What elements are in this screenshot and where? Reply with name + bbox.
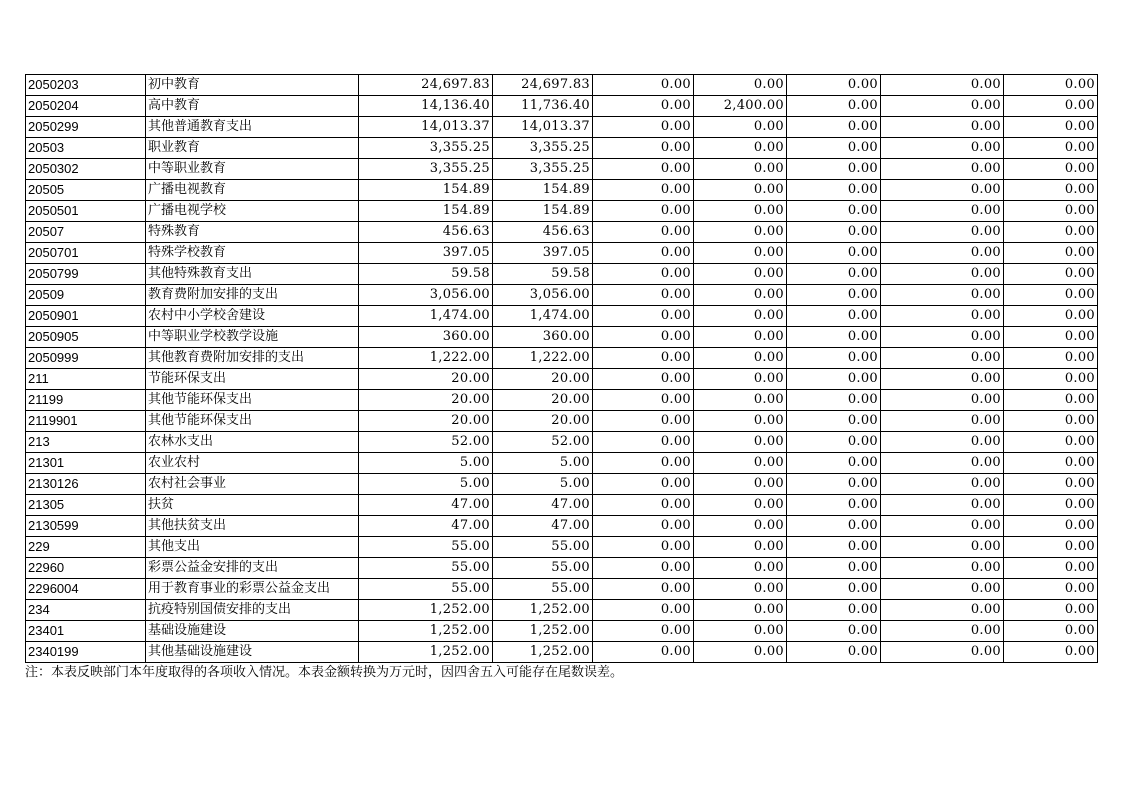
row-amount-cell: 0.00 <box>593 348 694 369</box>
row-amount-cell: 0.00 <box>1004 579 1098 600</box>
row-amount-cell: 0.00 <box>881 579 1004 600</box>
row-name-cell: 用于教育事业的彩票公益金支出 <box>146 579 359 600</box>
row-amount-cell: 47.00 <box>493 516 593 537</box>
table-row <box>26 453 1098 474</box>
row-amount-cell: 20.00 <box>359 390 493 411</box>
row-amount-cell: 0.00 <box>881 306 1004 327</box>
row-amount-cell: 0.00 <box>593 180 694 201</box>
row-amount-cell: 0.00 <box>694 495 787 516</box>
table-row <box>26 369 1098 390</box>
row-amount-cell: 0.00 <box>881 117 1004 138</box>
row-amount-cell: 47.00 <box>493 495 593 516</box>
row-amount-cell: 5.00 <box>359 453 493 474</box>
row-code-cell: 2050905 <box>26 327 146 348</box>
row-amount-cell: 0.00 <box>593 222 694 243</box>
row-code-cell: 2296004 <box>26 579 146 600</box>
row-code-cell: 2050302 <box>26 159 146 180</box>
row-code-cell: 22960 <box>26 558 146 579</box>
row-name-cell: 其他普通教育支出 <box>146 117 359 138</box>
row-amount-cell: 0.00 <box>694 159 787 180</box>
row-amount-cell: 0.00 <box>694 264 787 285</box>
row-amount-cell: 0.00 <box>593 138 694 159</box>
table-row <box>26 222 1098 243</box>
row-name-cell: 广播电视教育 <box>146 180 359 201</box>
row-amount-cell: 360.00 <box>359 327 493 348</box>
row-amount-cell: 0.00 <box>593 537 694 558</box>
row-amount-cell: 5.00 <box>493 474 593 495</box>
row-amount-cell: 0.00 <box>881 369 1004 390</box>
row-amount-cell: 2,400.00 <box>694 96 787 117</box>
row-amount-cell: 0.00 <box>787 432 881 453</box>
row-amount-cell: 3,355.25 <box>493 138 593 159</box>
row-amount-cell: 0.00 <box>1004 390 1098 411</box>
row-amount-cell: 0.00 <box>1004 369 1098 390</box>
row-amount-cell: 0.00 <box>1004 243 1098 264</box>
row-amount-cell: 0.00 <box>881 495 1004 516</box>
row-amount-cell: 20.00 <box>493 369 593 390</box>
row-amount-cell: 0.00 <box>1004 411 1098 432</box>
row-amount-cell: 0.00 <box>694 348 787 369</box>
row-amount-cell: 0.00 <box>593 327 694 348</box>
row-amount-cell: 20.00 <box>493 411 593 432</box>
row-amount-cell: 0.00 <box>694 306 787 327</box>
row-amount-cell: 0.00 <box>787 306 881 327</box>
row-amount-cell: 47.00 <box>359 516 493 537</box>
row-amount-cell: 0.00 <box>1004 516 1098 537</box>
table-row <box>26 264 1098 285</box>
row-amount-cell: 1,474.00 <box>493 306 593 327</box>
row-amount-cell: 0.00 <box>787 474 881 495</box>
row-amount-cell: 5.00 <box>493 453 593 474</box>
row-amount-cell: 0.00 <box>694 453 787 474</box>
row-amount-cell: 0.00 <box>593 117 694 138</box>
row-code-cell: 21301 <box>26 453 146 474</box>
table-row <box>26 558 1098 579</box>
row-amount-cell: 0.00 <box>593 474 694 495</box>
row-amount-cell: 55.00 <box>359 558 493 579</box>
row-code-cell: 229 <box>26 537 146 558</box>
row-amount-cell: 0.00 <box>593 642 694 663</box>
row-amount-cell: 3,056.00 <box>493 285 593 306</box>
table-body <box>26 75 1098 663</box>
table-row <box>26 327 1098 348</box>
row-amount-cell: 0.00 <box>1004 306 1098 327</box>
row-amount-cell: 0.00 <box>694 642 787 663</box>
row-amount-cell: 0.00 <box>787 600 881 621</box>
row-amount-cell: 20.00 <box>359 369 493 390</box>
row-name-cell: 农村社会事业 <box>146 474 359 495</box>
row-amount-cell: 14,136.40 <box>359 96 493 117</box>
row-amount-cell: 0.00 <box>1004 138 1098 159</box>
row-amount-cell: 0.00 <box>1004 474 1098 495</box>
row-code-cell: 2050901 <box>26 306 146 327</box>
table-row <box>26 138 1098 159</box>
table-row <box>26 390 1098 411</box>
table-row <box>26 201 1098 222</box>
table-row <box>26 495 1098 516</box>
row-name-cell: 扶贫 <box>146 495 359 516</box>
row-name-cell: 农村中小学校舍建设 <box>146 306 359 327</box>
row-amount-cell: 1,222.00 <box>493 348 593 369</box>
row-amount-cell: 0.00 <box>694 138 787 159</box>
row-amount-cell: 0.00 <box>1004 642 1098 663</box>
row-amount-cell: 0.00 <box>694 369 787 390</box>
row-amount-cell: 154.89 <box>493 180 593 201</box>
row-amount-cell: 0.00 <box>787 495 881 516</box>
row-code-cell: 20503 <box>26 138 146 159</box>
row-amount-cell: 1,252.00 <box>493 621 593 642</box>
row-amount-cell: 0.00 <box>881 642 1004 663</box>
row-amount-cell: 3,355.25 <box>359 138 493 159</box>
row-code-cell: 2050204 <box>26 96 146 117</box>
row-name-cell: 特殊教育 <box>146 222 359 243</box>
row-amount-cell: 0.00 <box>881 348 1004 369</box>
row-amount-cell: 0.00 <box>593 579 694 600</box>
row-name-cell: 其他支出 <box>146 537 359 558</box>
row-amount-cell: 360.00 <box>493 327 593 348</box>
row-amount-cell: 55.00 <box>359 579 493 600</box>
row-amount-cell: 55.00 <box>493 558 593 579</box>
row-amount-cell: 0.00 <box>694 243 787 264</box>
row-amount-cell: 0.00 <box>694 285 787 306</box>
row-amount-cell: 1,252.00 <box>493 600 593 621</box>
row-code-cell: 211 <box>26 369 146 390</box>
row-name-cell: 教育费附加安排的支出 <box>146 285 359 306</box>
row-code-cell: 2050799 <box>26 264 146 285</box>
row-amount-cell: 0.00 <box>593 621 694 642</box>
row-amount-cell: 0.00 <box>1004 558 1098 579</box>
row-amount-cell: 59.58 <box>359 264 493 285</box>
row-amount-cell: 456.63 <box>493 222 593 243</box>
row-amount-cell: 1,252.00 <box>493 642 593 663</box>
row-amount-cell: 0.00 <box>694 516 787 537</box>
table-row <box>26 579 1098 600</box>
row-amount-cell: 0.00 <box>694 432 787 453</box>
row-code-cell: 20507 <box>26 222 146 243</box>
row-amount-cell: 0.00 <box>694 201 787 222</box>
row-amount-cell: 55.00 <box>493 537 593 558</box>
row-amount-cell: 14,013.37 <box>359 117 493 138</box>
row-amount-cell: 0.00 <box>881 474 1004 495</box>
row-name-cell: 其他基础设施建设 <box>146 642 359 663</box>
row-amount-cell: 1,222.00 <box>359 348 493 369</box>
row-amount-cell: 0.00 <box>787 390 881 411</box>
row-amount-cell: 0.00 <box>593 243 694 264</box>
row-name-cell: 其他节能环保支出 <box>146 411 359 432</box>
row-amount-cell: 47.00 <box>359 495 493 516</box>
row-amount-cell: 0.00 <box>787 285 881 306</box>
row-amount-cell: 11,736.40 <box>493 96 593 117</box>
row-name-cell: 其他特殊教育支出 <box>146 264 359 285</box>
row-amount-cell: 0.00 <box>787 453 881 474</box>
row-amount-cell: 0.00 <box>694 558 787 579</box>
row-amount-cell: 55.00 <box>493 579 593 600</box>
row-amount-cell: 0.00 <box>593 495 694 516</box>
row-name-cell: 彩票公益金安排的支出 <box>146 558 359 579</box>
table-row <box>26 600 1098 621</box>
row-amount-cell: 0.00 <box>787 117 881 138</box>
row-amount-cell: 0.00 <box>787 159 881 180</box>
row-code-cell: 20509 <box>26 285 146 306</box>
row-amount-cell: 0.00 <box>787 642 881 663</box>
table-row <box>26 75 1098 96</box>
row-amount-cell: 0.00 <box>787 243 881 264</box>
row-amount-cell: 0.00 <box>593 453 694 474</box>
row-amount-cell: 0.00 <box>881 75 1004 96</box>
row-amount-cell: 20.00 <box>359 411 493 432</box>
row-amount-cell: 0.00 <box>881 243 1004 264</box>
row-code-cell: 2130599 <box>26 516 146 537</box>
row-amount-cell: 0.00 <box>881 453 1004 474</box>
row-name-cell: 农业农村 <box>146 453 359 474</box>
row-amount-cell: 0.00 <box>593 306 694 327</box>
row-amount-cell: 0.00 <box>881 432 1004 453</box>
row-amount-cell: 0.00 <box>1004 537 1098 558</box>
row-amount-cell: 0.00 <box>694 411 787 432</box>
row-code-cell: 2050299 <box>26 117 146 138</box>
table-row <box>26 411 1098 432</box>
row-amount-cell: 0.00 <box>1004 600 1098 621</box>
row-amount-cell: 0.00 <box>1004 327 1098 348</box>
row-amount-cell: 0.00 <box>787 516 881 537</box>
row-amount-cell: 0.00 <box>1004 222 1098 243</box>
table-row <box>26 621 1098 642</box>
row-amount-cell: 0.00 <box>881 96 1004 117</box>
row-code-cell: 2340199 <box>26 642 146 663</box>
row-amount-cell: 0.00 <box>1004 159 1098 180</box>
row-name-cell: 广播电视学校 <box>146 201 359 222</box>
row-amount-cell: 0.00 <box>787 411 881 432</box>
table-row <box>26 516 1098 537</box>
row-amount-cell: 0.00 <box>881 159 1004 180</box>
row-amount-cell: 397.05 <box>493 243 593 264</box>
row-code-cell: 2050203 <box>26 75 146 96</box>
row-code-cell: 234 <box>26 600 146 621</box>
row-amount-cell: 3,355.25 <box>359 159 493 180</box>
row-amount-cell: 0.00 <box>881 327 1004 348</box>
row-amount-cell: 0.00 <box>694 579 787 600</box>
table-row <box>26 348 1098 369</box>
row-amount-cell: 0.00 <box>694 75 787 96</box>
table-row <box>26 96 1098 117</box>
row-amount-cell: 59.58 <box>493 264 593 285</box>
budget-table <box>25 74 1098 663</box>
row-amount-cell: 0.00 <box>1004 348 1098 369</box>
row-amount-cell: 0.00 <box>593 201 694 222</box>
row-amount-cell: 0.00 <box>881 180 1004 201</box>
row-amount-cell: 0.00 <box>787 180 881 201</box>
row-amount-cell: 52.00 <box>493 432 593 453</box>
row-amount-cell: 0.00 <box>694 474 787 495</box>
table-row <box>26 180 1098 201</box>
row-code-cell: 21305 <box>26 495 146 516</box>
row-name-cell: 职业教育 <box>146 138 359 159</box>
row-amount-cell: 0.00 <box>694 600 787 621</box>
row-amount-cell: 397.05 <box>359 243 493 264</box>
table-row <box>26 285 1098 306</box>
row-amount-cell: 0.00 <box>593 516 694 537</box>
row-amount-cell: 0.00 <box>1004 75 1098 96</box>
row-amount-cell: 0.00 <box>694 390 787 411</box>
row-amount-cell: 0.00 <box>787 75 881 96</box>
row-amount-cell: 5.00 <box>359 474 493 495</box>
table-row <box>26 117 1098 138</box>
row-amount-cell: 0.00 <box>1004 285 1098 306</box>
row-amount-cell: 0.00 <box>593 159 694 180</box>
row-amount-cell: 0.00 <box>593 369 694 390</box>
table-row <box>26 159 1098 180</box>
row-amount-cell: 0.00 <box>881 558 1004 579</box>
row-code-cell: 21199 <box>26 390 146 411</box>
row-amount-cell: 0.00 <box>881 537 1004 558</box>
row-amount-cell: 0.00 <box>593 558 694 579</box>
row-amount-cell: 456.63 <box>359 222 493 243</box>
row-amount-cell: 154.89 <box>359 201 493 222</box>
row-amount-cell: 0.00 <box>787 369 881 390</box>
row-amount-cell: 0.00 <box>787 621 881 642</box>
row-code-cell: 2119901 <box>26 411 146 432</box>
row-amount-cell: 52.00 <box>359 432 493 453</box>
row-amount-cell: 0.00 <box>694 180 787 201</box>
budget-table-container <box>25 74 1098 663</box>
row-name-cell: 其他节能环保支出 <box>146 390 359 411</box>
row-amount-cell: 1,252.00 <box>359 642 493 663</box>
row-amount-cell: 0.00 <box>1004 96 1098 117</box>
row-amount-cell: 0.00 <box>593 96 694 117</box>
row-amount-cell: 0.00 <box>1004 621 1098 642</box>
row-amount-cell: 0.00 <box>694 117 787 138</box>
row-code-cell: 2050501 <box>26 201 146 222</box>
row-name-cell: 基础设施建设 <box>146 621 359 642</box>
row-amount-cell: 3,355.25 <box>493 159 593 180</box>
row-amount-cell: 0.00 <box>787 222 881 243</box>
row-amount-cell: 1,252.00 <box>359 600 493 621</box>
row-amount-cell: 154.89 <box>359 180 493 201</box>
row-amount-cell: 24,697.83 <box>359 75 493 96</box>
row-amount-cell: 0.00 <box>1004 180 1098 201</box>
row-amount-cell: 0.00 <box>694 222 787 243</box>
row-amount-cell: 24,697.83 <box>493 75 593 96</box>
row-amount-cell: 0.00 <box>593 75 694 96</box>
row-amount-cell: 0.00 <box>787 537 881 558</box>
row-amount-cell: 3,056.00 <box>359 285 493 306</box>
row-amount-cell: 0.00 <box>593 600 694 621</box>
row-amount-cell: 0.00 <box>787 558 881 579</box>
row-amount-cell: 1,474.00 <box>359 306 493 327</box>
row-amount-cell: 55.00 <box>359 537 493 558</box>
row-amount-cell: 0.00 <box>787 138 881 159</box>
row-name-cell: 中等职业教育 <box>146 159 359 180</box>
row-code-cell: 2050701 <box>26 243 146 264</box>
row-amount-cell: 0.00 <box>694 327 787 348</box>
row-amount-cell: 0.00 <box>881 138 1004 159</box>
row-amount-cell: 0.00 <box>881 264 1004 285</box>
row-amount-cell: 0.00 <box>787 264 881 285</box>
row-name-cell: 中等职业学校教学设施 <box>146 327 359 348</box>
row-name-cell: 其他扶贫支出 <box>146 516 359 537</box>
table-row <box>26 306 1098 327</box>
row-name-cell: 高中教育 <box>146 96 359 117</box>
table-row <box>26 432 1098 453</box>
row-amount-cell: 0.00 <box>1004 201 1098 222</box>
row-name-cell: 抗疫特别国债安排的支出 <box>146 600 359 621</box>
row-name-cell: 初中教育 <box>146 75 359 96</box>
table-row <box>26 474 1098 495</box>
row-name-cell: 节能环保支出 <box>146 369 359 390</box>
row-amount-cell: 0.00 <box>1004 432 1098 453</box>
row-code-cell: 213 <box>26 432 146 453</box>
table-row <box>26 537 1098 558</box>
row-amount-cell: 0.00 <box>694 537 787 558</box>
row-amount-cell: 154.89 <box>493 201 593 222</box>
row-amount-cell: 0.00 <box>1004 453 1098 474</box>
row-name-cell: 特殊学校教育 <box>146 243 359 264</box>
row-amount-cell: 0.00 <box>881 201 1004 222</box>
row-amount-cell: 0.00 <box>881 285 1004 306</box>
footnote: 注：本表反映部门本年度取得的各项收入情况。本表金额转换为万元时，因四舍五入可能存在尾数误差。 <box>25 665 624 680</box>
row-code-cell: 2130126 <box>26 474 146 495</box>
row-amount-cell: 0.00 <box>881 222 1004 243</box>
row-code-cell: 20505 <box>26 180 146 201</box>
row-amount-cell: 0.00 <box>1004 495 1098 516</box>
row-amount-cell: 0.00 <box>593 432 694 453</box>
row-amount-cell: 0.00 <box>694 621 787 642</box>
row-amount-cell: 0.00 <box>881 390 1004 411</box>
row-amount-cell: 1,252.00 <box>359 621 493 642</box>
row-name-cell: 其他教育费附加安排的支出 <box>146 348 359 369</box>
row-amount-cell: 0.00 <box>1004 264 1098 285</box>
row-code-cell: 23401 <box>26 621 146 642</box>
row-amount-cell: 0.00 <box>881 516 1004 537</box>
row-amount-cell: 14,013.37 <box>493 117 593 138</box>
table-row <box>26 642 1098 663</box>
row-amount-cell: 0.00 <box>787 579 881 600</box>
row-amount-cell: 0.00 <box>787 348 881 369</box>
row-amount-cell: 0.00 <box>787 327 881 348</box>
row-amount-cell: 0.00 <box>881 600 1004 621</box>
row-amount-cell: 0.00 <box>593 264 694 285</box>
row-amount-cell: 0.00 <box>593 285 694 306</box>
row-amount-cell: 0.00 <box>787 201 881 222</box>
row-amount-cell: 20.00 <box>493 390 593 411</box>
row-amount-cell: 0.00 <box>593 390 694 411</box>
row-amount-cell: 0.00 <box>881 621 1004 642</box>
row-name-cell: 农林水支出 <box>146 432 359 453</box>
row-amount-cell: 0.00 <box>881 411 1004 432</box>
row-amount-cell: 0.00 <box>1004 117 1098 138</box>
table-row <box>26 243 1098 264</box>
row-amount-cell: 0.00 <box>787 96 881 117</box>
row-code-cell: 2050999 <box>26 348 146 369</box>
row-amount-cell: 0.00 <box>593 411 694 432</box>
